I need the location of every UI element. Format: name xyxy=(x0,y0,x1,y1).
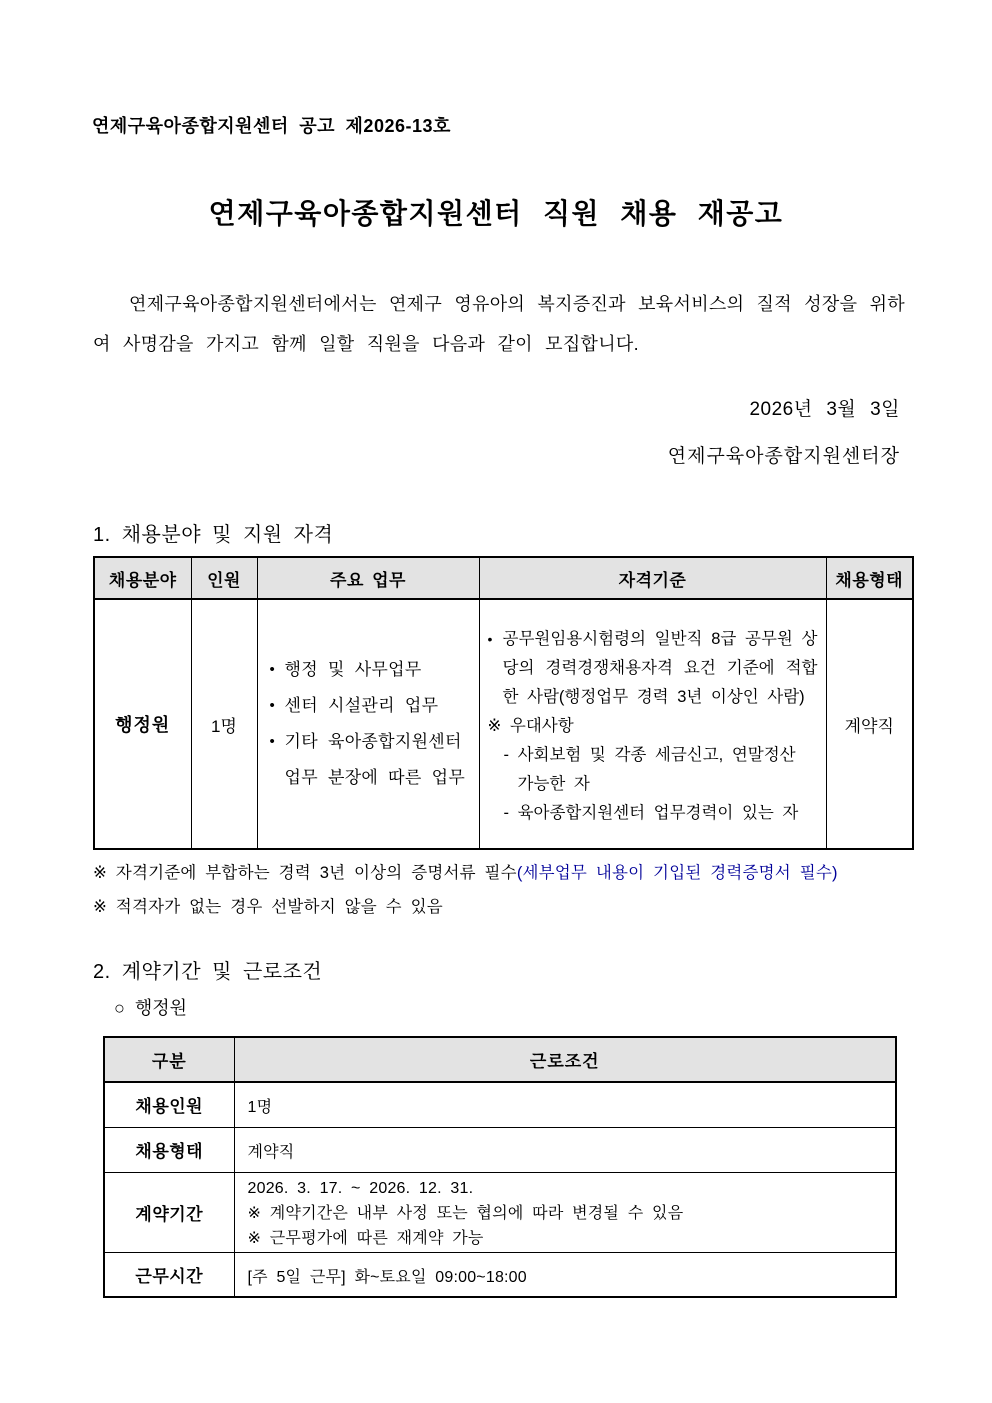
col-header-count: 인원 xyxy=(191,557,257,599)
page-title: 연제구육아종합지원센터 직원 채용 재공고 xyxy=(208,198,784,229)
contract-period-line: 2026. 3. 17. ~ 2026. 12. 31. xyxy=(247,1179,474,1197)
row-value: 1명 xyxy=(234,1082,896,1127)
table-row xyxy=(104,1252,896,1297)
note-line xyxy=(93,856,913,890)
working-conditions-table xyxy=(103,1036,897,1298)
conditions-table-header-row xyxy=(104,1037,896,1082)
duty-item: • 행정 및 사무업무 xyxy=(268,652,473,688)
row-value xyxy=(234,1172,896,1252)
preference-item: - 육아종합지원센터 업무경력이 있는 자 xyxy=(503,804,799,822)
table-row xyxy=(104,1172,896,1252)
section2-subheading: ○ 행정원 xyxy=(114,998,188,1018)
qualification-main: • 공무원임용시험령의 일반직 8급 공무원 상당의 경력경쟁채용자격 요건 기준에 적합한 사람(행정업무 경력 3년 이상인 사람) xyxy=(486,625,818,712)
col-header-qualification: 자격기준 xyxy=(479,557,826,599)
cell-count: 1명 xyxy=(191,599,257,849)
col-header-employment-type: 채용형태 xyxy=(826,557,913,599)
cell-qualification xyxy=(479,599,826,849)
recruitment-table xyxy=(93,556,914,850)
row-label: 채용형태 xyxy=(104,1127,234,1172)
note-highlight: (세부업무 내용이 기입된 경력증명서 필수) xyxy=(516,864,838,882)
announcement-date: 2026년 3월 3일 xyxy=(749,399,900,420)
contract-period-line: ※ 근무평가에 따른 재계약 가능 xyxy=(247,1229,484,1247)
cell-duties xyxy=(257,599,479,849)
col-header-field: 채용분야 xyxy=(94,557,191,599)
contract-period-line: ※ 계약기간은 내부 사정 또는 협의에 따라 변경될 수 있음 xyxy=(247,1204,684,1222)
duty-item: • 기타 육아종합지원센터 업무 분장에 따른 업무 xyxy=(268,724,473,796)
doc-number: 연제구육아종합지원센터 공고 제2026-13호 xyxy=(92,116,451,136)
section1-heading: 1. 채용분야 및 지원 자격 xyxy=(93,524,334,546)
row-value: [주 5일 근무] 화~토요일 09:00~18:00 xyxy=(234,1252,896,1297)
signer-title: 연제구육아종합지원센터장 xyxy=(667,446,900,467)
col-header-category: 구분 xyxy=(104,1037,234,1082)
col-header-duties: 주요 업무 xyxy=(257,557,479,599)
cell-field: 행정원 xyxy=(94,599,191,849)
row-value: 계약직 xyxy=(234,1127,896,1172)
section2-heading: 2. 계약기간 및 근로조건 xyxy=(93,961,323,983)
note-text: ※ 자격기준에 부합하는 경력 3년 이상의 증명서류 필수 xyxy=(93,864,517,882)
col-header-conditions: 근로조건 xyxy=(234,1037,896,1082)
row-label: 근무시간 xyxy=(104,1252,234,1297)
recruitment-table-row xyxy=(94,599,913,849)
row-label: 계약기간 xyxy=(104,1172,234,1252)
preference-item: - 사회보험 및 각종 세금신고, 연말정산 가능한 자 xyxy=(503,746,796,793)
table-row xyxy=(104,1082,896,1127)
duty-item: • 센터 시설관리 업무 xyxy=(268,688,473,724)
preference-label: ※ 우대사항 xyxy=(487,717,574,735)
intro-paragraph: 연제구육아종합지원센터에서는 연제구 영유아의 복지증진과 보육서비스의 질적 성장을 위하여 사명감을 가지고 함께 일할 직원을 다음과 같이 모집합니다. xyxy=(93,294,905,354)
note-line: ※ 적격자가 없는 경우 선발하지 않을 수 있음 xyxy=(93,898,443,916)
cell-employment-type: 계약직 xyxy=(826,599,913,849)
section1-notes xyxy=(93,856,913,924)
recruitment-table-header-row xyxy=(94,557,913,599)
table-row xyxy=(104,1127,896,1172)
row-label: 채용인원 xyxy=(104,1082,234,1127)
